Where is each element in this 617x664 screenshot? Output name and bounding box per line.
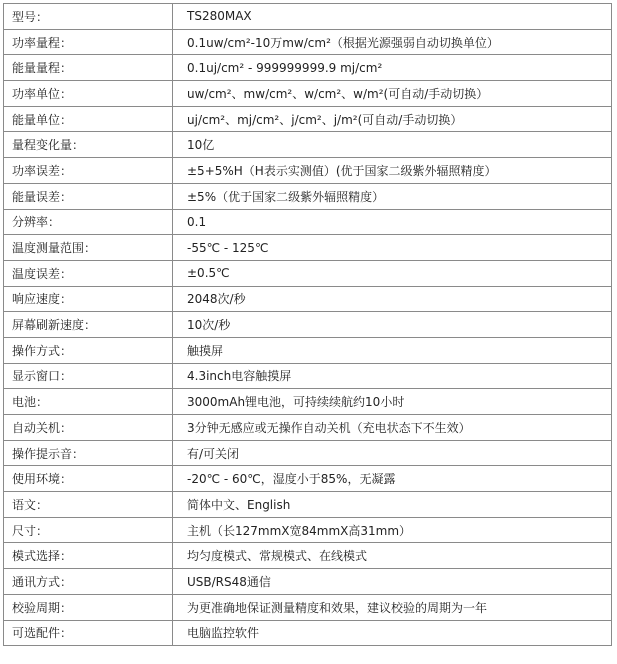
spec-label: 操作提示音： bbox=[4, 440, 173, 466]
spec-label: 型号： bbox=[4, 4, 173, 30]
spec-row bbox=[4, 440, 612, 466]
spec-value: ±5%（优于国家二级紫外辐照精度） bbox=[173, 183, 612, 209]
spec-label: 功率单位： bbox=[4, 81, 173, 107]
spec-label: 温度误差： bbox=[4, 260, 173, 286]
spec-table-body bbox=[4, 4, 612, 646]
spec-row bbox=[4, 29, 612, 55]
spec-label: 校验周期： bbox=[4, 594, 173, 620]
spec-value: -55℃ - 125℃ bbox=[173, 235, 612, 261]
spec-row bbox=[4, 492, 612, 518]
spec-value: 均匀度模式、常规模式、在线模式 bbox=[173, 543, 612, 569]
spec-row bbox=[4, 209, 612, 235]
spec-row bbox=[4, 466, 612, 492]
spec-value: 简体中文、English bbox=[173, 492, 612, 518]
spec-value: 3000mAh锂电池，可持续续航约10小时 bbox=[173, 389, 612, 415]
spec-value: TS280MAX bbox=[173, 4, 612, 30]
spec-value: 为更准确地保证测量精度和效果，建议校验的周期为一年 bbox=[173, 594, 612, 620]
spec-label: 功率误差： bbox=[4, 158, 173, 184]
spec-value: USB/RS48通信 bbox=[173, 569, 612, 595]
spec-label: 温度测量范围： bbox=[4, 235, 173, 261]
spec-row bbox=[4, 183, 612, 209]
spec-value: 0.1 bbox=[173, 209, 612, 235]
spec-label: 分辨率： bbox=[4, 209, 173, 235]
spec-label: 操作方式： bbox=[4, 337, 173, 363]
spec-row bbox=[4, 132, 612, 158]
spec-label: 语文： bbox=[4, 492, 173, 518]
spec-row bbox=[4, 569, 612, 595]
spec-row bbox=[4, 4, 612, 30]
spec-row bbox=[4, 389, 612, 415]
spec-label: 可选配件： bbox=[4, 620, 173, 646]
spec-label: 能量误差： bbox=[4, 183, 173, 209]
spec-label: 显示窗口： bbox=[4, 363, 173, 389]
spec-value: 3分钟无感应或无操作自动关机（充电状态下不生效） bbox=[173, 415, 612, 441]
spec-value: 电脑监控软件 bbox=[173, 620, 612, 646]
spec-table bbox=[3, 3, 612, 646]
spec-label: 能量量程： bbox=[4, 55, 173, 81]
spec-label: 响应速度： bbox=[4, 286, 173, 312]
spec-row bbox=[4, 594, 612, 620]
spec-value: 触摸屏 bbox=[173, 337, 612, 363]
spec-row bbox=[4, 55, 612, 81]
spec-row bbox=[4, 235, 612, 261]
spec-label: 模式选择： bbox=[4, 543, 173, 569]
spec-value: 2048次/秒 bbox=[173, 286, 612, 312]
spec-value: uj/cm²、mj/cm²、j/cm²、j/m²(可自动/手动切换） bbox=[173, 106, 612, 132]
spec-row bbox=[4, 415, 612, 441]
spec-value: 4.3inch电容触摸屏 bbox=[173, 363, 612, 389]
spec-row bbox=[4, 517, 612, 543]
spec-row bbox=[4, 158, 612, 184]
spec-label: 量程变化量： bbox=[4, 132, 173, 158]
spec-label: 使用环境： bbox=[4, 466, 173, 492]
spec-label: 电池： bbox=[4, 389, 173, 415]
spec-row bbox=[4, 312, 612, 338]
spec-label: 能量单位： bbox=[4, 106, 173, 132]
spec-value: -20℃ - 60℃，湿度小于85%，无凝露 bbox=[173, 466, 612, 492]
spec-value: ±0.5℃ bbox=[173, 260, 612, 286]
spec-label: 尺寸： bbox=[4, 517, 173, 543]
spec-value: 10次/秒 bbox=[173, 312, 612, 338]
spec-row bbox=[4, 81, 612, 107]
spec-row bbox=[4, 363, 612, 389]
spec-label: 功率量程： bbox=[4, 29, 173, 55]
spec-row bbox=[4, 260, 612, 286]
spec-value: 10亿 bbox=[173, 132, 612, 158]
spec-row bbox=[4, 620, 612, 646]
spec-label: 通讯方式： bbox=[4, 569, 173, 595]
spec-value: 0.1uj/cm² - 999999999.9 mj/cm² bbox=[173, 55, 612, 81]
spec-value: ±5+5%H（H表示实测值）(优于国家二级紫外辐照精度） bbox=[173, 158, 612, 184]
spec-value: uw/cm²、mw/cm²、w/cm²、w/m²(可自动/手动切换） bbox=[173, 81, 612, 107]
spec-value: 有/可关闭 bbox=[173, 440, 612, 466]
spec-row bbox=[4, 337, 612, 363]
spec-label: 屏幕刷新速度： bbox=[4, 312, 173, 338]
spec-row bbox=[4, 543, 612, 569]
spec-value: 主机（长127mmX宽84mmX高31mm） bbox=[173, 517, 612, 543]
spec-value: 0.1uw/cm²-10万mw/cm²（根据光源强弱自动切换单位） bbox=[173, 29, 612, 55]
spec-label: 自动关机： bbox=[4, 415, 173, 441]
spec-row bbox=[4, 286, 612, 312]
spec-row bbox=[4, 106, 612, 132]
